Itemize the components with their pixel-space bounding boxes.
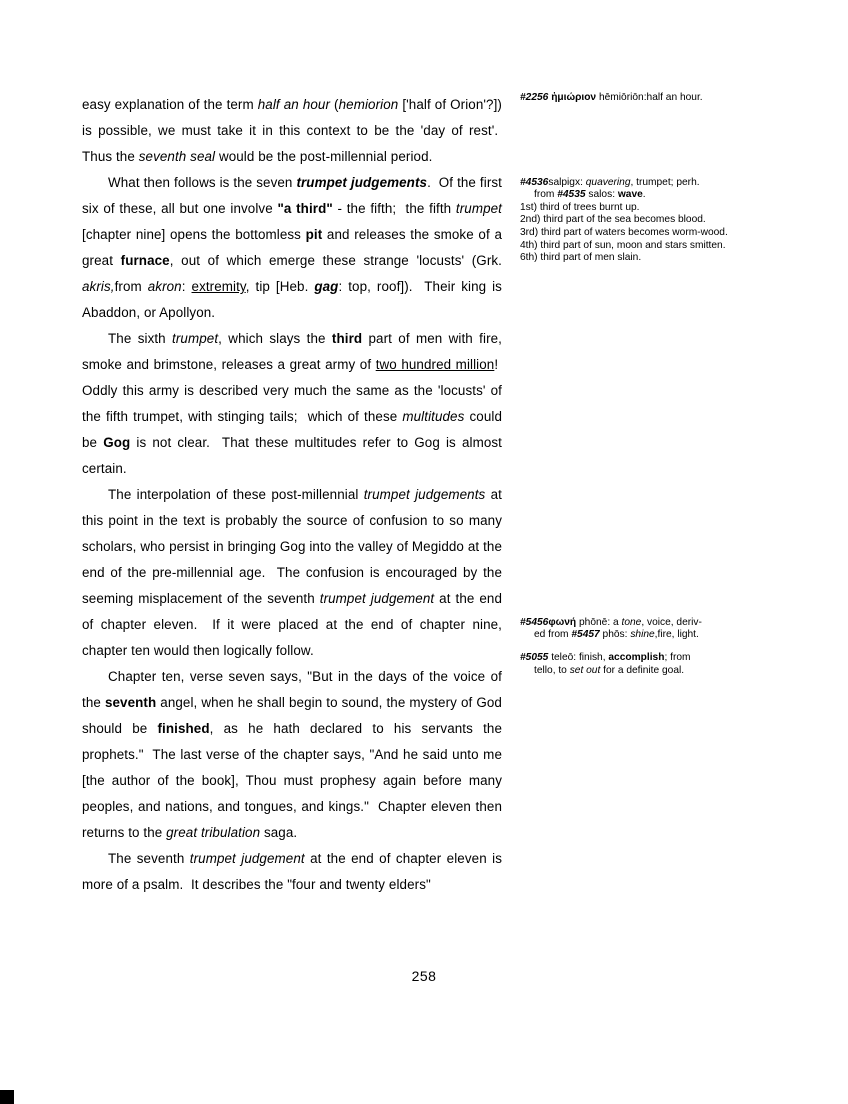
note-transliteration: teleō [551, 651, 574, 663]
scan-corner-mark [0, 1090, 14, 1104]
body-text-column [82, 92, 502, 898]
note-line2-end: . [642, 189, 646, 201]
notes-spacer [520, 115, 750, 177]
note-gloss-rest: , trumpet; perh. [630, 176, 700, 188]
paragraph-5: Chapter ten, verse seven says, "But in the days of the voice of the seventh angel, when he shall begin to sound, the mystery of God should be finished, as he hath declared to his servants the prophets." The last verse of the chapter says, "And he said unto me [the author of the book], Thou must prophesy again before many peoples, and nations, and tongues, and kings." Chapter eleven then returns to the great tribulation saga. [82, 669, 502, 840]
note-head-line [520, 617, 750, 630]
note-reference-number: #4536 [520, 176, 549, 188]
paragraph-6: The seventh trumpet judgement at the end of chapter eleven is more of a psalm. It describes the "four and twenty elders" [82, 851, 502, 892]
list-item: 6th) third part of men slain. [520, 252, 642, 264]
note-greek-word: salpigx [548, 176, 581, 188]
paragraph-1: easy explanation of the term half an hour (hemiorion ['half of Orion'?]) is possible, we must take it in this context to be the 'day of rest'. Thus the seventh seal would be the post-millennial period. [82, 97, 502, 164]
note-transliteration: hēmiōriōn [598, 92, 644, 103]
note-head-line: #4536salpigx: quavering, trumpet; perh. [520, 176, 700, 188]
note-head-line [520, 652, 750, 665]
list-item: 3rd) third part of waters becomes worm-wood. [520, 226, 728, 238]
note-gloss-italic: quavering [585, 176, 631, 188]
margin-note-2256 [520, 92, 750, 105]
note-line2-end: for a definite goal. [600, 664, 685, 676]
note-line2-end: ,fire, light. [654, 629, 699, 641]
paragraph-2: What then follows is the seven trumpet judgements. Of the first six of these, all but one involve "a third" - the fifth; the fifth trumpet [chapter nine] opens the bottomless pit and releases the smoke of a great furnace, out of which emerge these strange 'locusts' (Grk. akris,from akron: extremity, tip [Heb. gag: top, roof]). Their king is Abaddon, or Apollyon. [82, 175, 503, 320]
note-gloss-rest: ; from [664, 651, 691, 663]
note-enumerated-list [520, 202, 750, 265]
note-reference-number: #5456 [520, 616, 549, 628]
note-line2-mid: : [624, 629, 631, 641]
note-line2-word: phōs [599, 629, 625, 641]
note-line2-mid: : [612, 189, 618, 201]
paragraph-4: The interpolation of these post-millennial trumpet judgements at this point in the text is probably the source of confusion to so many scholars, who persist in bringing Gog into the valley of Megiddo at the end of the pre-millennial age. The confusion is encouraged by the seeming misplacement of the seventh trumpet judgement at the end of chapter eleven. If it were placed at the end of chapter nine, chapter ten would then logically follow. [82, 487, 502, 658]
paragraph-3: The sixth trumpet, which slays the third part of men with fire, smoke and brimstone, releases a great army of two hundred million! Oddly this army is described very much the same as the 'locusts' of the fifth trumpet, with stinging tails; which of these multitudes could be Gog is not clear. That these multitudes refer to Gog is almost certain. [82, 331, 502, 476]
note-greek-word: ἡμιώριον [551, 92, 597, 103]
margin-note-5055 [520, 652, 750, 677]
margin-note-5456 [520, 617, 750, 642]
note-line2-pre: from [534, 189, 558, 201]
note-gloss-pre: : finish, [573, 651, 609, 663]
note-gloss-italic: tone [621, 616, 642, 628]
note-gloss-rest: , voice, deriv- [641, 616, 702, 628]
note-second-line [520, 629, 750, 642]
note-transliteration: phōnē [578, 616, 608, 628]
note-reference-number: #2256 [520, 92, 549, 103]
note-line2-word: salos [585, 189, 613, 201]
list-item: 4th) third part of sun, moon and stars smitten. [520, 239, 726, 251]
margin-note-4536 [520, 177, 750, 265]
note-second-line [520, 189, 750, 202]
note-gloss-bold: accomplish [608, 651, 665, 663]
note-line2-pre: tello, to [534, 664, 570, 676]
note-cross-reference: #5457 [571, 629, 600, 641]
note-greek-word: φωνή [548, 616, 577, 628]
note-line2-italic: set out [569, 664, 601, 676]
note-gloss-pre: : a [607, 616, 622, 628]
note-line2-pre: ed from [534, 629, 572, 641]
note-cross-reference: #4535 [557, 189, 586, 201]
notes-spacer [520, 275, 750, 617]
note-reference-number: #5055 [520, 651, 549, 663]
list-item: 1st) third of trees burnt up. [520, 201, 640, 213]
margin-notes-column [520, 92, 750, 687]
note-second-line [520, 665, 750, 678]
note-gloss: :half an hour. [643, 92, 703, 103]
note-line2-italic: shine [630, 629, 655, 641]
page-number: 258 [411, 968, 437, 984]
note-line2-bold: wave [617, 189, 643, 201]
list-item: 2nd) third part of the sea becomes blood. [520, 214, 706, 226]
